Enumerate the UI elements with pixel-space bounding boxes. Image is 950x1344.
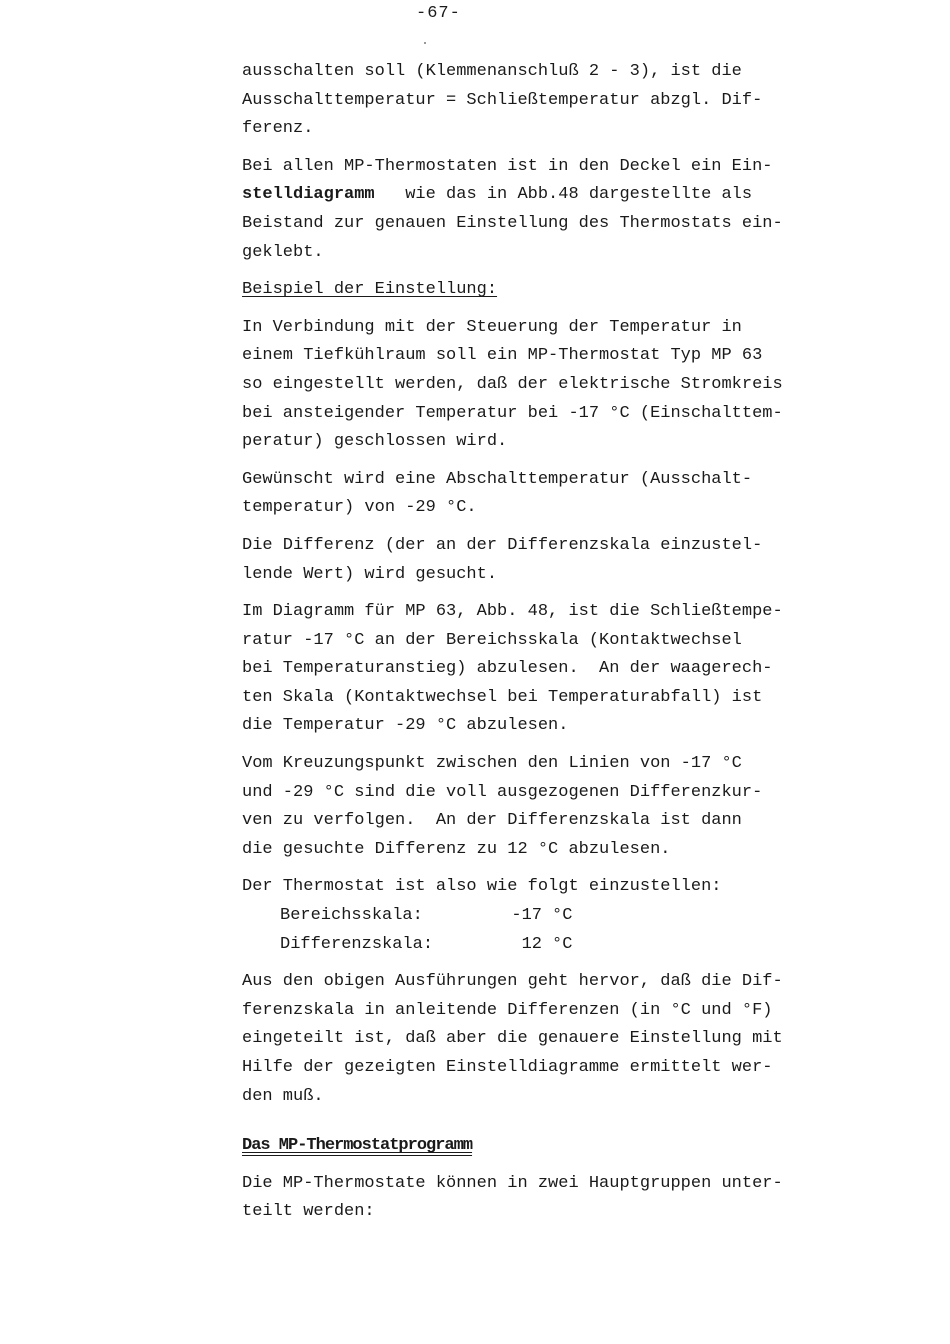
text-line: Die Differenz (der an der Differenzskala einzustel- xyxy=(242,535,763,555)
text-line: Im Diagramm für MP 63, Abb. 48, ist die Schließtempe- xyxy=(242,602,783,622)
page-number: -67- xyxy=(416,4,461,23)
section-heading-program: Das MP-Thermostatprogramm xyxy=(242,1136,473,1156)
text-line: Vom Kreuzungspunkt zwischen den Linien von -17 °C xyxy=(242,754,742,774)
text-line: die Temperatur -29 °C abzulesen. xyxy=(242,716,569,736)
setting-label: Bereichsskala: xyxy=(280,906,423,926)
text-line xyxy=(242,181,882,210)
setting-unit: °C xyxy=(552,934,573,954)
text-line: ratur -17 °C an der Bereichsskala (Kontaktwechsel xyxy=(242,630,742,650)
text-line: eingeteilt ist, daß aber die genauere Einstellung mit xyxy=(242,1029,783,1049)
text-line: bei ansteigender Temperatur bei -17 °C (Einschalttem- xyxy=(242,403,783,423)
text-line: geklebt. xyxy=(242,242,324,262)
text-line: Hilfe der gezeigten Einstelldiagramme ermittelt wer- xyxy=(242,1058,773,1077)
text-line: teilt werden: xyxy=(242,1202,375,1222)
paragraph-4 xyxy=(242,466,882,523)
text-line: ferenzskala in anleitende Differenzen (in °C und °F) xyxy=(242,1000,773,1020)
paragraph-6 xyxy=(242,598,882,741)
text-line: Die MP-Thermostate können in zwei Hauptgruppen unter- xyxy=(242,1173,783,1193)
paragraph-2 xyxy=(242,153,882,267)
text-line: Aus den obigen Ausführungen geht hervor, daß die Dif- xyxy=(242,972,783,992)
text-line: bei Temperaturanstieg) abzulesen. An der waagerech- xyxy=(242,659,773,679)
text-line: ven zu verfolgen. An der Differenzskala ist dann xyxy=(242,811,742,831)
setting-value: 12 xyxy=(521,934,542,954)
text-line: ausschalten soll (Klemmenanschluß 2 - 3), ist die xyxy=(242,62,742,81)
text-line: die gesuchte Differenz zu 12 °C abzulesen. xyxy=(242,839,671,859)
text-line: ferenz. xyxy=(242,119,314,139)
text-line: Ausschalttemperatur = Schließtemperatur abzgl. Dif- xyxy=(242,90,763,110)
setting-label: Differenzskala: xyxy=(280,934,434,954)
text-line: so eingestellt werden, daß der elektrische Stromkreis xyxy=(242,374,783,394)
text-fragment: wie das in Abb.48 dargestellte als xyxy=(374,185,753,205)
bold-term: stelldiagramm xyxy=(242,185,375,205)
text-line: ten Skala (Kontaktwechsel bei Temperaturabfall) ist xyxy=(242,687,763,707)
paragraph-7 xyxy=(242,750,882,864)
text-line: und -29 °C sind die voll ausgezogenen Differenzkur- xyxy=(242,782,763,802)
paragraph-9 xyxy=(242,968,882,1111)
text-line: einem Tiefkühlraum soll ein MP-Thermostat Typ MP 63 xyxy=(242,346,763,366)
page-body xyxy=(242,58,882,1236)
paragraph-1 xyxy=(242,58,882,144)
text-line: Beistand zur genauen Einstellung des Thermostats ein- xyxy=(242,213,783,233)
scan-mark xyxy=(424,42,426,44)
section-heading-example: Beispiel der Einstellung: xyxy=(242,280,498,300)
text-line: Gewünscht wird eine Abschalttemperatur (Ausschalt- xyxy=(242,469,753,489)
text-line: In Verbindung mit der Steuerung der Temperatur in xyxy=(242,317,742,337)
setting-row-bereichsskala xyxy=(242,902,882,931)
setting-unit: °C xyxy=(552,906,573,926)
text-line: temperatur) von -29 °C. xyxy=(242,498,477,518)
text-line: den muß. xyxy=(242,1086,324,1106)
text-line: Der Thermostat ist also wie folgt einzustellen: xyxy=(242,877,722,897)
paragraph-5 xyxy=(242,532,882,589)
paragraph-10 xyxy=(242,1170,882,1227)
paragraph-3 xyxy=(242,314,882,457)
text-line: lende Wert) wird gesucht. xyxy=(242,564,498,584)
paragraph-8 xyxy=(242,873,882,959)
text-line: Bei allen MP-Thermostaten ist in den Deckel ein Ein- xyxy=(242,156,773,176)
setting-row-differenzskala xyxy=(242,931,882,960)
text-line: peratur) geschlossen wird. xyxy=(242,432,508,452)
setting-value: -17 xyxy=(511,906,542,926)
